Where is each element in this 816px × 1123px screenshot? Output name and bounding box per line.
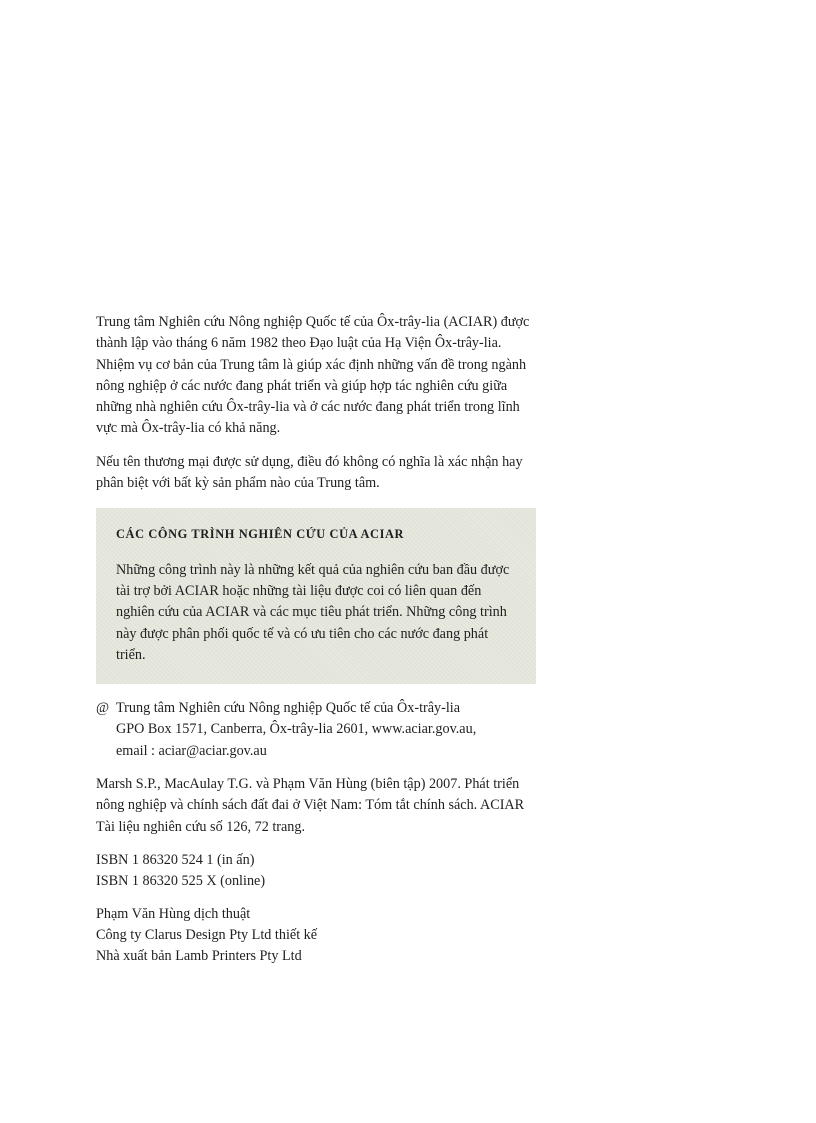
credit-translator-line: Phạm Văn Hùng dịch thuật <box>96 905 251 922</box>
isbn-block <box>96 850 536 893</box>
copyright-org-line: Trung tâm Nghiên cứu Nông nghiệp Quốc tế của Ôx-trây-lia <box>116 700 461 717</box>
intro-paragraph: Trung tâm Nghiên cứu Nông nghiệp Quốc tế của Ôx-trây-lia (ACIAR) được thành lập vào tháng 6 năm 1982 theo Đạo luật của Hạ Viện Ôx-trây-lia. Nhiệm vụ cơ bản của Trung tâm là giúp xác định những vấn đề trong ngành nông nghiệp ở các nước đang phát triển và giúp hợp tác nghiên cứu giữa những nhà nghiên cứu Ôx-trây-lia và ở các nước đang phát triển trong lĩnh vực mà Ôx-trây-lia có khả năng. <box>96 314 530 437</box>
copyright-lines <box>116 698 476 762</box>
isbn-online-line: ISBN 1 86320 525 X (online) <box>96 873 266 890</box>
copyright-address-line: GPO Box 1571, Canberra, Ôx-trây-lia 2601, www.aciar.gov.au, <box>116 721 477 738</box>
imprint-page-content <box>96 312 536 978</box>
copyright-block <box>96 698 536 762</box>
credit-publisher-line: Nhà xuất bản Lamb Printers Pty Ltd <box>96 948 302 965</box>
credit-design-line: Công ty Clarus Design Pty Ltd thiết kế <box>96 926 318 943</box>
copyright-symbol: @ <box>96 700 110 717</box>
publications-box-title: CÁC CÔNG TRÌNH NGHIÊN CỨU CỦA ACIAR <box>116 527 405 542</box>
publications-box-body: Những công trình này là những kết quả của nghiên cứu ban đầu được tài trợ bởi ACIAR hoặc những tài liệu được coi có liên quan đến nghiên cứu của ACIAR và các mục tiêu phát triển. Những công trình này được phân phối quốc tế và có ưu tiên cho các nước đang phát triển. <box>116 561 510 663</box>
isbn-print-line: ISBN 1 86320 524 1 (in ấn) <box>96 851 255 868</box>
publications-info-box <box>96 508 536 684</box>
copyright-email-line: email : aciar@aciar.gov.au <box>116 742 267 759</box>
citation-paragraph: Marsh S.P., MacAulay T.G. và Phạm Văn Hùng (biên tập) 2007. Phát triển nông nghiệp và chính sách đất đai ở Việt Nam: Tóm tắt chính sách. ACIAR Tài liệu nghiên cứu số 126, 72 trang. <box>96 776 525 835</box>
disclaimer-paragraph: Nếu tên thương mại được sử dụng, điều đó không có nghĩa là xác nhận hay phân biệt với bất kỳ sản phẩm nào của Trung tâm. <box>96 453 523 492</box>
credits-block <box>96 904 536 968</box>
